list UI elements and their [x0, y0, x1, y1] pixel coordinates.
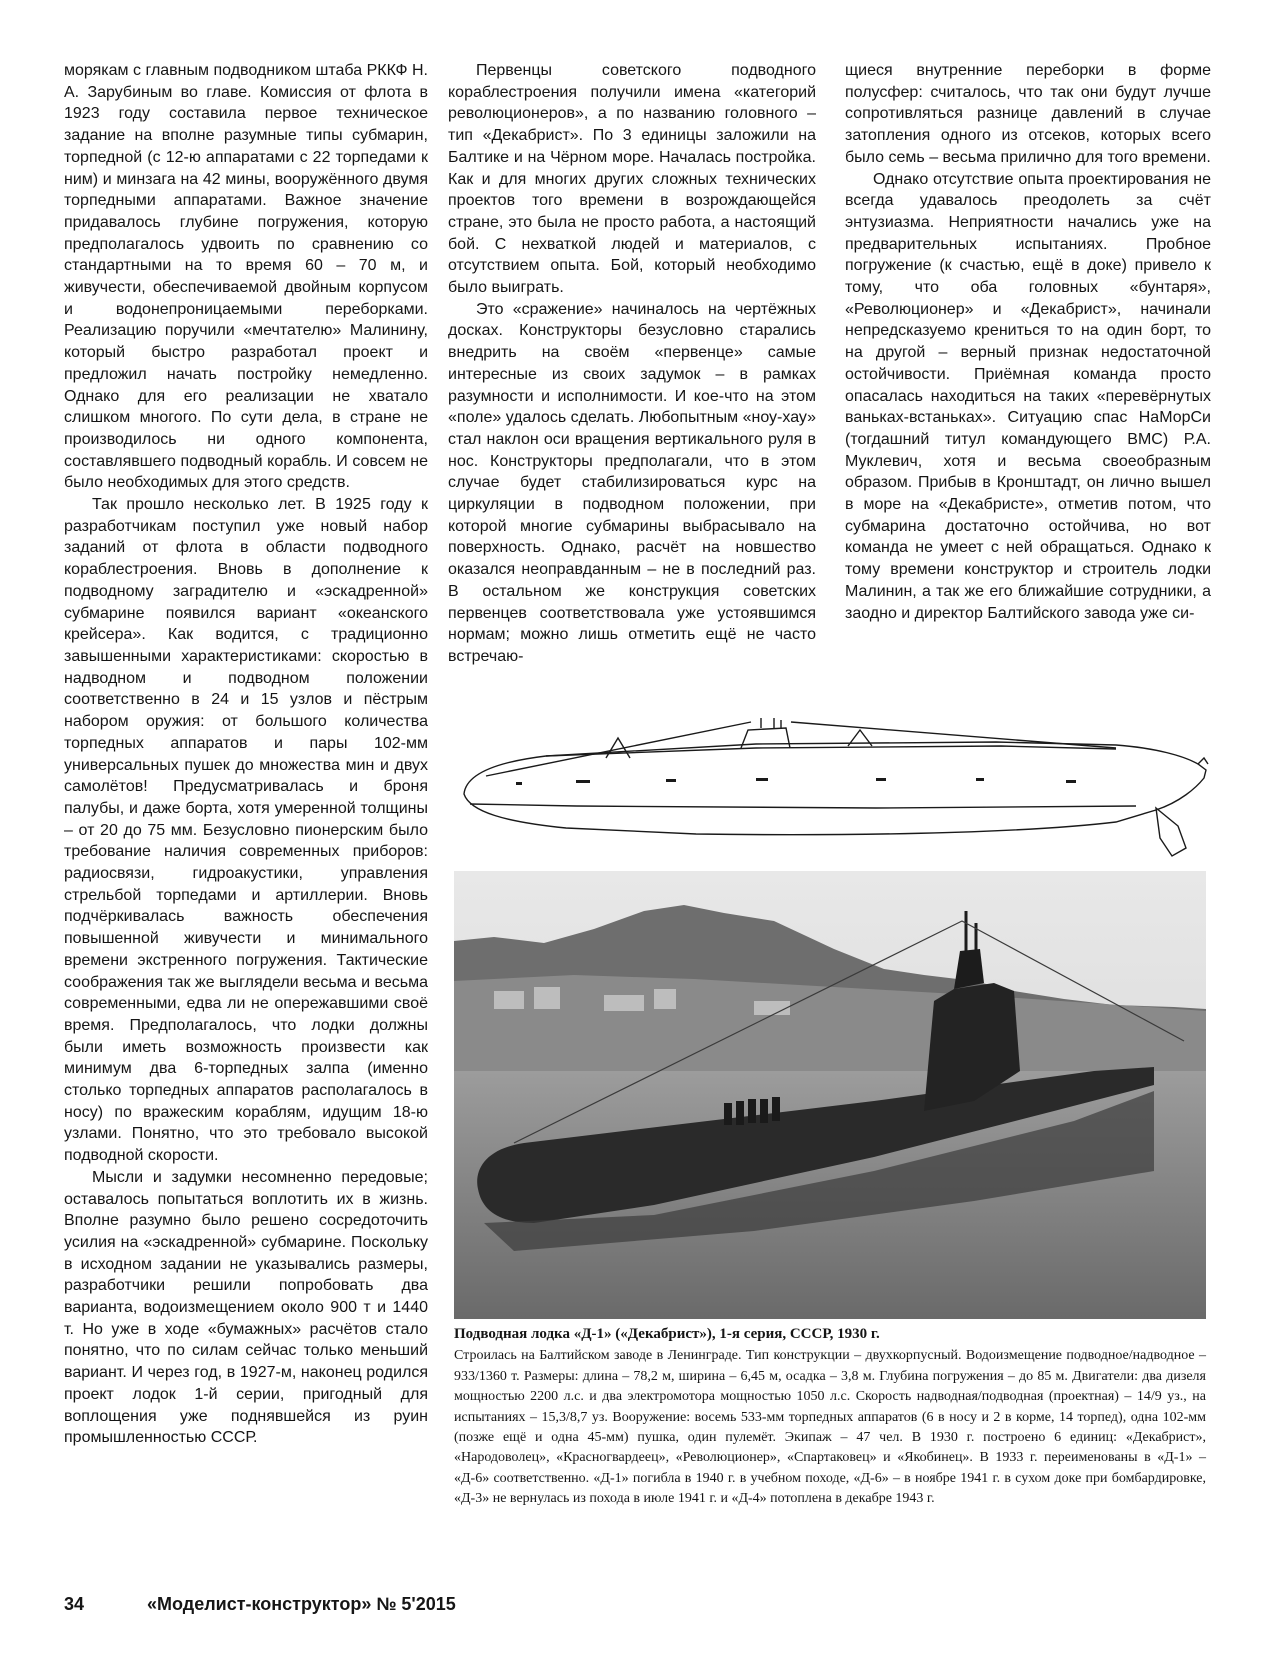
paragraph: Однако отсутствие опыта проектирования не всегда удавалось преодолеть за счёт энтузиазма. Неприятности начались уже на предварительных испытаниях. Пробное погружение (к счастью, ещё в доке) привело к тому, что оба головных «бунтаря», «Революционер» и «Декабрист», начинали непредсказуемо крениться то на один борт, то на другой – верный признак недостаточной остойчивости. Приёмная команда просто опасалась находиться на таких «перевёрнутых ваньках-встаньках». Ситуацию спас НаМорСи (тогдашний титул командующего ВМС) Р.А. Муклевич, хотя и весьма своеобразным образом. Прибыв в Кронштадт, он лично вышел в море на «Декабристе», отметив потом, что субмарина достаточно остойчива, но вот команда не умеет с ней обращаться. Однако к тому времени конструктор и строитель лодки Малинин, а так же его ближайшие сотрудники, а заодно и директор Балтийского завода уже си-	[845, 170, 1211, 622]
text-column-middle	[448, 60, 816, 700]
photo-caption	[454, 1324, 1206, 1510]
submarine-photo	[454, 871, 1206, 1319]
paragraph: Это «сражение» начиналось на чертёжных досках. Конструкторы безусловно старались внедрить на своём «первенце» самые интересные из своих задумок – в рамках разумности и исполнимости. И кое-что на этом «поле» удалось сделать. Любопытным «ноу-хау» стал наклон оси вращения вертикального руля в нос. Конструкторы предполагали, что в этом случае будет стабилизироваться курс на циркуляции в подводном положении, при которой многие субмарины выбрасывало на поверхность. Однако, расчёт на новшество оказался неоправданным – не в последний раз. В остальном же конструкция советских первенцев соответствовала уже устоявшимся нормам; можно лишь отметить ещё не часто встречаю-	[448, 300, 816, 665]
paragraph: Так прошло несколько лет. В 1925 году к разработчикам поступил уже новый набор заданий от флота в области подводного кораблестроения. Вновь в дополнение к подводному заградителю и «эскадренной» субмарине появился вариант «океанского крейсера». Как водится, с традиционно завышенными характеристиками: скоростью в надводном и подводном положении соответственно в 24 и 15 узлов и пёстрым набором оружия: от большого количества торпедных аппаратов и пары 102-мм универсальных пушек до множества мин и двух самолётов! Предусматривалась и броня палубы, и даже борта, хотя умеренной толщины – от 20 до 75 мм. Безусловно пионерским было требование наличия современных приборов: радиосвязи, гидроакустики, управления стрельбой торпедами и артиллерии. Вновь подчёркивалась важность обеспечения повышенной живучести и минимального времени экстренного погружения. Тактические соображения так же выглядели весьма и весьма современными, едва ли не опережавшими своё время. Предполагалось, что лодки должны были иметь возможность произвести как минимум два 6-торпедных залпа (именно столько торпедных аппаратов располагалось в носу) по вражеским кораблям, идущим 18-ю узлами. Понятно, что это требовало высокой подводной скорости.	[64, 496, 428, 1165]
paragraph: морякам с главным подводником штаба РККФ Н. А. Зарубиным во главе. Комиссия от флота в 1923 году составила первое техническое задание на вполне разумные типы субмарин, торпедной (с 12-ю аппаратами с 22 торпедами к ним) и минзага на 42 мины, вооружённого двумя торпедными аппаратами. Важное значение придавалось глубине погружения, которую предполагалось удвоить по сравнению со стандартными на то время 60 – 70 м, и живучести, обеспечиваемой двойным корпусом и водонепроницаемыми переборками. Реализацию поручили «мечтателю» Малинину, который быстро разработал проект и предложил начать постройку немедленно. Однако для его реализации не хватало слишком многого. По сути дела, в стране не производилось ни одного компонента, составлявшего подводный корабль. И совсем не было необходимых для этого средств.	[64, 62, 428, 492]
paragraph: Первенцы советского подводного кораблестроения получили имена «категорий революционеров», а по названию головного – тип «Декабрист». По 3 единицы заложили на Балтике и на Чёрном море. Началась постройка. Как и для многих других сложных технических проектов того времени в возрождающейся стране, это была не просто работа, а настоящий бой. С нехваткой людей и материалов, с отсутствием опыта. Бой, который необходимо было выиграть.	[448, 62, 816, 297]
text-column-right	[845, 60, 1211, 700]
caption-title: Подводная лодка «Д-1» («Декабрист»), 1-я серия, СССР, 1930 г.	[454, 1326, 880, 1342]
magazine-issue: «Моделист-конструктор» № 5'2015	[147, 1594, 456, 1614]
caption-body: Строилась на Балтийском заводе в Ленинграде. Тип конструкции – двухкорпусный. Водоизмещение подводное/надводное – 933/1360 т. Размеры: длина – 78,2 м, ширина – 6,45 м, осадка – 3,8 м. Глубина погружения – до 85 м. Двигатели: два дизеля мощностью 2200 л.с. и два электромотора мощностью 1050 л.с. Скорость надводная/подводная (проектная) – 14/9 уз., на испытаниях – 15,3/8,7 уз. Вооружение: восемь 533-мм торпедных аппаратов (6 в носу и 2 в корме, 14 торпед), одна 102-мм (позже ещё и одна 45-мм) пушка, один пулемёт. Экипаж – 47 чел. В 1930 г. построено 6 единиц: «Декабрист», «Народоволец», «Красногвардеец», «Революционер», «Спартаковец» и «Якобинец». В 1933 г. переименованы в «Д-1» – «Д-6» соответственно. «Д-1» погибла в 1940 г. в учебном походе, «Д-6» – в ноябре 1941 г. в сухом доке при бомбардировке, «Д-3» не вернулась из похода в июле 1941 г. и «Д-4» потоплена в декабре 1943 г.	[454, 1348, 1206, 1507]
page-footer	[64, 1594, 456, 1615]
submarine-profile-drawing	[456, 718, 1216, 860]
page-number: 34	[64, 1594, 85, 1614]
paragraph: Мысли и задумки несомненно передовые; оставалось попытаться воплотить их в жизнь. Вполне разумно было решено сосредоточить усилия на «эскадренной» субмарине. Поскольку в исходном задании не указывались размеры, разработчики решили попробовать два варианта, водоизмещением около 900 т и 1440 т. Но уже в ходе «бумажных» расчётов стало понятно, что по силам сейчас только меньший вариант. И через год, в 1927-м, наконец родился проект лодок 1-й серии, пригодный для воплощения уже поднявшейся из руин промышленностью СССР.	[64, 1168, 428, 1447]
paragraph: щиеся внутренние переборки в форме полусфер: считалось, что так они будут лучше сопротивляться разнице давлений в случае затопления одного из отсеков, которых всего было семь – весьма прилично для того времени.	[845, 62, 1211, 166]
text-column-left	[64, 60, 428, 1560]
